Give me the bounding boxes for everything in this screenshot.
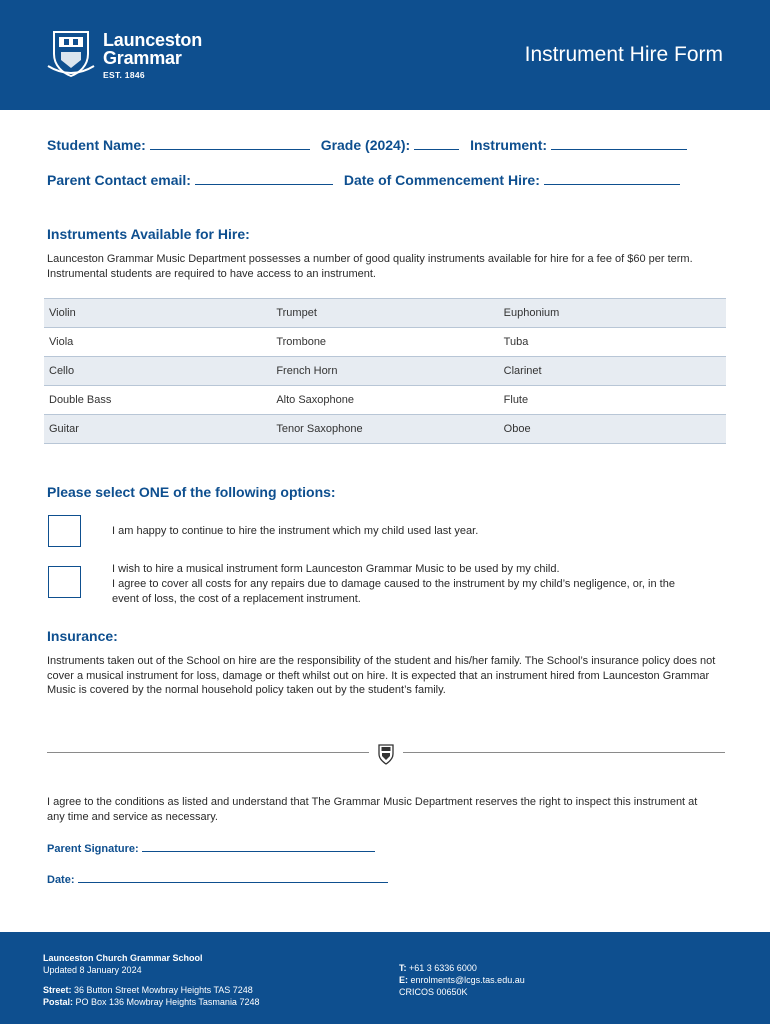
footer-email-row	[399, 974, 525, 986]
table-cell: Oboe	[499, 415, 726, 444]
insurance-heading: Insurance:	[47, 628, 118, 644]
footer-phone-label: T:	[399, 963, 407, 973]
signature-field[interactable]	[142, 842, 375, 852]
table-cell: Flute	[499, 386, 726, 415]
footer-postal-label: Postal:	[43, 997, 74, 1007]
table-cell: Cello	[44, 357, 271, 386]
table-row	[44, 357, 726, 386]
footer-cricos: CRICOS 00650K	[399, 987, 468, 997]
table-cell: Viola	[44, 328, 271, 357]
option1-checkbox[interactable]	[48, 515, 81, 547]
table-cell: French Horn	[271, 357, 498, 386]
grade-label: Grade (2024):	[320, 137, 411, 153]
option1-text: I am happy to continue to hire the instrument which my child used last year.	[112, 525, 479, 537]
table-cell: Double Bass	[44, 386, 271, 415]
table-row	[44, 386, 726, 415]
school-crest-logo	[46, 28, 96, 78]
parent-email-field[interactable]	[195, 172, 333, 185]
instruments-table	[44, 298, 726, 444]
footer-left	[43, 952, 259, 1008]
agreement-text: I agree to the conditions as listed and understand that The Grammar Music Department reserves the right to inspect this instrument at any time and service as necessary.	[47, 796, 698, 823]
footer-street: 36 Button Street Mowbray Heights TAS 7248	[74, 985, 253, 995]
date-label: Date:	[47, 874, 75, 886]
footer-updated: Updated 8 January 2024	[43, 965, 142, 975]
table-cell: Trombone	[271, 328, 498, 357]
table-cell: Tuba	[499, 328, 726, 357]
commencement-label: Date of Commencement Hire:	[343, 172, 540, 188]
table-row	[44, 415, 726, 444]
footer-street-row	[43, 984, 259, 996]
option2-checkbox[interactable]	[48, 566, 81, 598]
student-name-label: Student Name:	[47, 137, 146, 153]
instrument-label: Instrument:	[470, 137, 548, 153]
signature-label: Parent Signature:	[47, 843, 139, 855]
form-title: Instrument Hire Form	[524, 43, 723, 66]
table-row	[44, 299, 726, 328]
option2-line2: I agree to cover all costs for any repairs due to damage caused to the instrument by my child’s negligence, or, in the event of loss, the cost of a replacement instrument.	[112, 578, 675, 605]
instruments-heading: Instruments Available for Hire:	[47, 226, 250, 242]
option2-text	[112, 562, 692, 607]
table-cell: Clarinet	[499, 357, 726, 386]
table-cell: Trumpet	[271, 299, 498, 328]
table-cell: Guitar	[44, 415, 271, 444]
footer-email-label: E:	[399, 975, 408, 985]
divider-right	[403, 752, 725, 753]
footer-phone: +61 3 6336 6000	[409, 963, 477, 973]
brand-wordmark	[103, 31, 202, 80]
grade-field[interactable]	[414, 137, 459, 150]
footer-postal-row	[43, 996, 259, 1008]
footer-phone-row	[399, 962, 525, 974]
field-row-1	[47, 137, 687, 153]
brand-line1: Launceston	[103, 30, 203, 50]
table-cell: Euphonium	[499, 299, 726, 328]
header-banner	[0, 0, 770, 110]
footer-email[interactable]: enrolments@lcgs.tas.edu.au	[410, 975, 525, 985]
crest-icon	[376, 743, 396, 765]
signature-row	[47, 842, 375, 855]
brand-established: EST. 1846	[103, 70, 145, 80]
options-heading: Please select ONE of the following options:	[47, 484, 336, 500]
instrument-field[interactable]	[551, 137, 687, 150]
commencement-field[interactable]	[544, 172, 680, 185]
footer-school-name: Launceston Church Grammar School	[43, 953, 203, 963]
brand-line2: Grammar	[103, 48, 182, 68]
insurance-text: Instruments taken out of the School on hire are the responsibility of the student and his/her family. The School’s insurance policy does not cover a musical instrument for loss, damage or theft whilst out on hire. It is expected that an instrument hired from Launceston Grammar Music is covered by the normal household policy taken out by the student’s family.	[47, 655, 716, 696]
footer-postal: PO Box 136 Mowbray Heights Tasmania 7248	[75, 997, 260, 1007]
table-row	[44, 328, 726, 357]
option2-line1: I wish to hire a musical instrument form Launceston Grammar Music to be used by my child.	[112, 563, 560, 575]
divider-left	[47, 752, 369, 753]
field-row-2	[47, 172, 680, 188]
footer-street-label: Street:	[43, 985, 72, 995]
student-name-field[interactable]	[150, 137, 310, 150]
date-field[interactable]	[78, 873, 388, 883]
table-cell: Tenor Saxophone	[271, 415, 498, 444]
table-cell: Violin	[44, 299, 271, 328]
instruments-intro: Launceston Grammar Music Department possesses a number of good quality instruments available for hire for a fee of $60 per term. Instrumental students are required to have access to an instrument.	[47, 253, 693, 280]
parent-email-label: Parent Contact email:	[47, 172, 191, 188]
date-row	[47, 873, 388, 886]
footer-right	[399, 962, 525, 998]
table-cell: Alto Saxophone	[271, 386, 498, 415]
footer	[0, 932, 770, 1024]
